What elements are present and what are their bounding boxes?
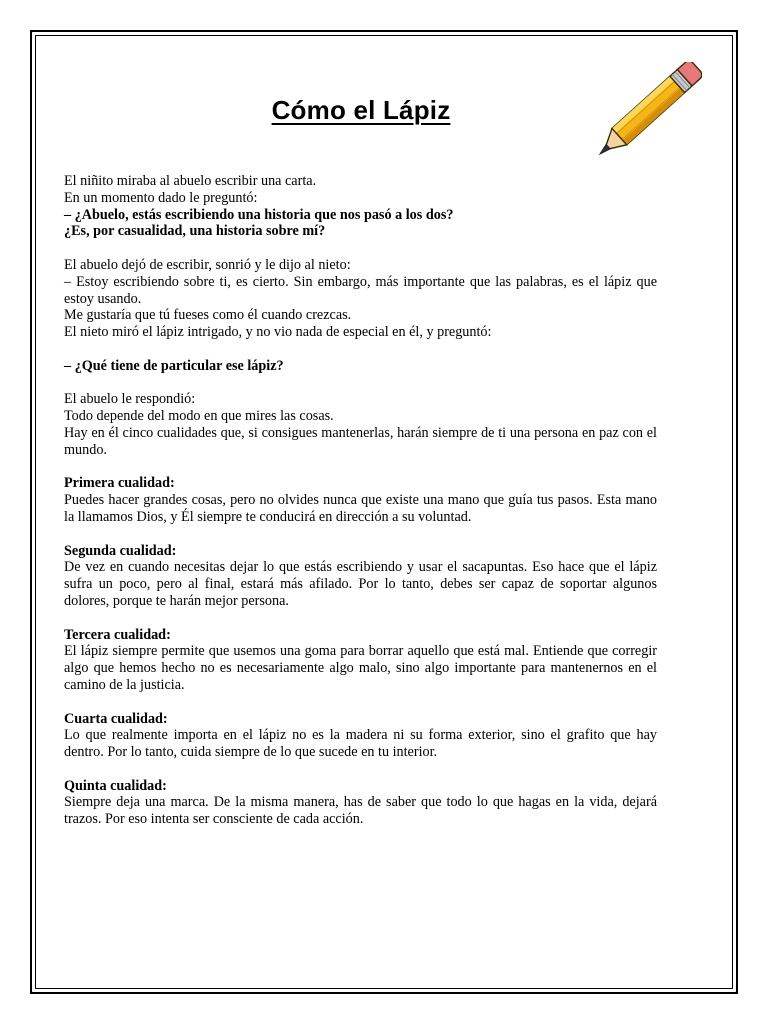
reply-line: El abuelo dejó de escribir, sonrió y le dijo al nieto: bbox=[64, 256, 351, 273]
quality-heading: Segunda cualidad: bbox=[64, 542, 177, 559]
spacer bbox=[64, 459, 657, 476]
spacer bbox=[64, 341, 657, 358]
quality-text: El lápiz siempre permite que usemos una goma para borrar aquello que está mal. Entiende que corregir algo que hemos hecho no es necesariamente algo malo, sino algo importante para mantenernos en el camino de la justicia. bbox=[64, 643, 657, 693]
quality-text: Siempre deja una marca. De la misma manera, has de saber que todo lo que hagas en la vida, dejará trazos. Por eso intenta ser consciente de cada acción. bbox=[64, 794, 657, 828]
quality-heading: Quinta cualidad: bbox=[64, 777, 167, 794]
quality-heading: Tercera cualidad: bbox=[64, 626, 171, 643]
spacer bbox=[64, 240, 657, 257]
page-title: Cómo el Lápiz bbox=[271, 95, 451, 126]
grandson-question: – ¿Qué tiene de particular ese lápiz? bbox=[64, 357, 284, 374]
intro-line: En un momento dado le preguntó: bbox=[64, 189, 258, 206]
intro-question: ¿Es, por casualidad, una historia sobre mí? bbox=[64, 223, 326, 240]
intro-question: – ¿Abuelo, estás escribiendo una historia que nos pasó a los dos? bbox=[64, 206, 454, 223]
quality-heading: Cuarta cualidad: bbox=[64, 710, 168, 727]
pencil-icon bbox=[592, 62, 702, 162]
quality-text: Puedes hacer grandes cosas, pero no olvides nunca que existe una mano que guía tus pasos. Esta mano la llamamos Dios, y Él siempre te conducirá en dirección a su voluntad. bbox=[64, 492, 657, 525]
answer-line: Todo depende del modo en que mires las cosas. bbox=[64, 408, 334, 425]
quality-text: Lo que realmente importa en el lápiz no es la madera ni su forma exterior, sino el grafito que hay dentro. Por lo tanto, cuida siempre de lo que sucede en tu interior. bbox=[64, 727, 657, 761]
spacer bbox=[64, 526, 657, 543]
quality-heading: Primera cualidad: bbox=[64, 475, 175, 492]
reply-line: El nieto miró el lápiz intrigado, y no vio nada de especial en él, y preguntó: bbox=[64, 324, 492, 341]
story-text bbox=[64, 173, 657, 828]
answer-line: El abuelo le respondió: bbox=[64, 391, 196, 408]
spacer bbox=[64, 610, 657, 627]
intro-line: El niñito miraba al abuelo escribir una carta. bbox=[64, 173, 317, 189]
reply-line: Me gustaría que tú fueses como él cuando crezcas. bbox=[64, 307, 352, 324]
reply-line: – Estoy escribiendo sobre ti, es cierto. Sin embargo, más importante que las palabras, es el lápiz que estoy usando. bbox=[64, 273, 657, 307]
spacer bbox=[64, 375, 657, 392]
spacer bbox=[64, 761, 657, 778]
quality-text: De vez en cuando necesitas dejar lo que estás escribiendo y usar el sacapuntas. Eso hace que el lápiz sufra un poco, pero al final, estará más afilado. Por lo tanto, debes ser capaz de soportar algunos dolores, porque te harán mejor persona. bbox=[64, 559, 657, 609]
answer-line: Hay en él cinco cualidades que, si consigues mantenerlas, harán siempre de ti una persona en paz con el mundo. bbox=[64, 424, 657, 458]
spacer bbox=[64, 694, 657, 711]
